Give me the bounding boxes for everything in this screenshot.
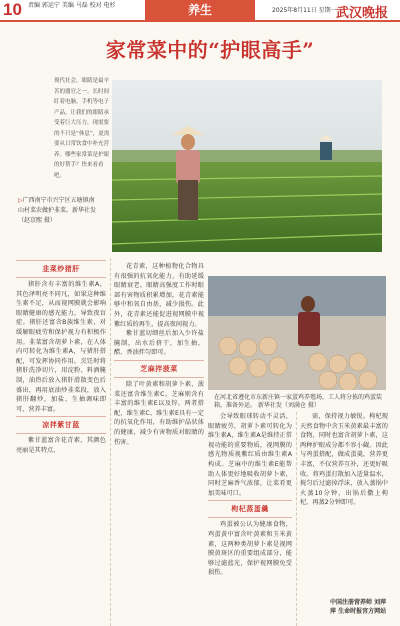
divider [114, 377, 204, 378]
divider [16, 416, 106, 417]
section-banner: 养生 [145, 0, 255, 20]
divider [208, 500, 292, 501]
egg-farm-photo [208, 276, 386, 390]
issue-date: 2025年8月11日 星期一 [272, 7, 337, 14]
page-number: 10 [3, 0, 22, 19]
subhead: 凉拌紫甘蓝 [42, 420, 80, 430]
paragraph: 需，保持视力敏锐。枸杞现天然食物中含玉米黄素最丰富的食物，同时也富含胡萝卜素，这两种护眼成分都不容小觑。因此与鸡蛋搭配，做成蛋羹，营养更丰富，不仅营养互补，还更好吸收。将鸡蛋打散加入适量温水，搅匀后过滤掉浮沫，放入蒸锅中火蒸10分钟，出锅后撒上枸杞，再蒸2分钟即可。 [300, 413, 388, 507]
author-credit: 中国注册营养师 刘萍萍 生命时报官方网站 [330, 599, 387, 615]
divider [16, 277, 106, 278]
divider [16, 433, 106, 434]
divider [114, 360, 204, 361]
subhead: 芝麻拌菠菜 [140, 363, 178, 373]
column-1 [16, 258, 106, 456]
subhead: 韭菜炒猪肝 [42, 264, 80, 273]
newspaper-logo: 武汉晚报 [336, 6, 389, 21]
article-intro: 现代社会，眼睛是最辛苦的器官之一。长时间盯着电脑、手机等电子产品，让我们的眼睛承受着巨大压力，现需要的不只是“休息”，更需要从日常饮食中补充营养。哪些家常菜是护眼的好帮手？快来看看吧。 [54, 78, 110, 179]
paragraph: 花青素，这种植物化合物具有很强的抗氧化能力，有助延缓眼睛衰老。眼睛高强度工作时眼部有害物质积累增加，花青素能够中和氧自由基，减少损伤。此外，花青素还能促进视网膜中视紫红质的再生，提高夜间视力。 [114, 263, 204, 328]
divider [208, 517, 292, 518]
farm-photo [112, 80, 382, 252]
caption-marker-icon: ▷ [18, 197, 23, 204]
photo-caption: ▷广西南宁市兴宁区五塘镇南山村菜农做护韭菜。新华社发（赵京熙 摄） [18, 197, 97, 224]
column-3 [208, 412, 292, 578]
page-header [0, 0, 400, 22]
paragraph: 紫甘蓝切细丝后加入少许盐腌制，出水后挤干，加生抽、醋、香油拌匀即可。 [114, 330, 204, 357]
editor-credits: 责编 郭运宁 美编 马磊 校对 电杉 [28, 2, 116, 9]
photo-caption: 在河北省遵化市东新庄镇一家蛋鸡养殖场，工人将分拣的鸡蛋装箱，准备外运。 新华社发（刘满仓 摄） [214, 394, 383, 409]
paragraph: 猪肝含有丰富的维生素A，其色泽明亮不同凡，如果这种维生素不足，从而视网膜就会影响眼睛健康的感光能力，导致夜盲症。猪肝还富含B族维生素，对缓解眼疲劳和保护视力有积极作用。韭菜富含胡萝卜素，在人体内可转化为维生素A，与猪肝搭配，可发挥协同作用。烹饪时将猪肝洗净切片，用淀粉、料酒腌制，油热后放入猪肝滑散变色后盛出，再用底油炒韭菜段，放入猪肝翻炒，加盐、生抽调味即可，营养丰富。 [16, 281, 106, 413]
paragraph: 会导致眼球转动不灵活，眼睛疲劳，胡萝卜素可转化为维生素A，维生素A是维持正常视功能的重要物质，视网膜的感光物质视紫红质由维生素A构成。芝麻中的维生素E能帮助人体更好地吸收胡萝卜素，同时芝麻香气浓郁，让菜肴更加美味可口。 [208, 413, 292, 497]
subhead: 枸杞蒸蛋羹 [231, 504, 269, 514]
farmer-figure-far [318, 135, 334, 160]
column-2 [114, 262, 204, 447]
paragraph: 鸡蛋被公认为健康食物，鸡蛋黄中富含叶黄素和玉米黄素，这两种类胡萝卜素是视网膜黄斑区的重要组成部分，能够过滤蓝光，保护视网膜免受损伤。 [208, 521, 292, 577]
column-divider [296, 412, 297, 626]
paragraph: 紫甘蓝富含花青素，其颜色亮丽是其特点， [16, 437, 106, 454]
divider [16, 260, 106, 261]
paragraph: 除了叶黄素和胡萝卜素，菠菜还富含维生素C。芝麻则含有丰富的维生素E以及锌。两者搭配，维生素C、维生素E具有一定的抗氧化作用，有助维护晶状体的健康，减少有害物质对眼睛的伤害。 [114, 380, 204, 446]
column-4 [300, 412, 388, 508]
column-divider [110, 258, 111, 626]
article-title: 家常菜中的“护眼高手” [105, 38, 315, 62]
